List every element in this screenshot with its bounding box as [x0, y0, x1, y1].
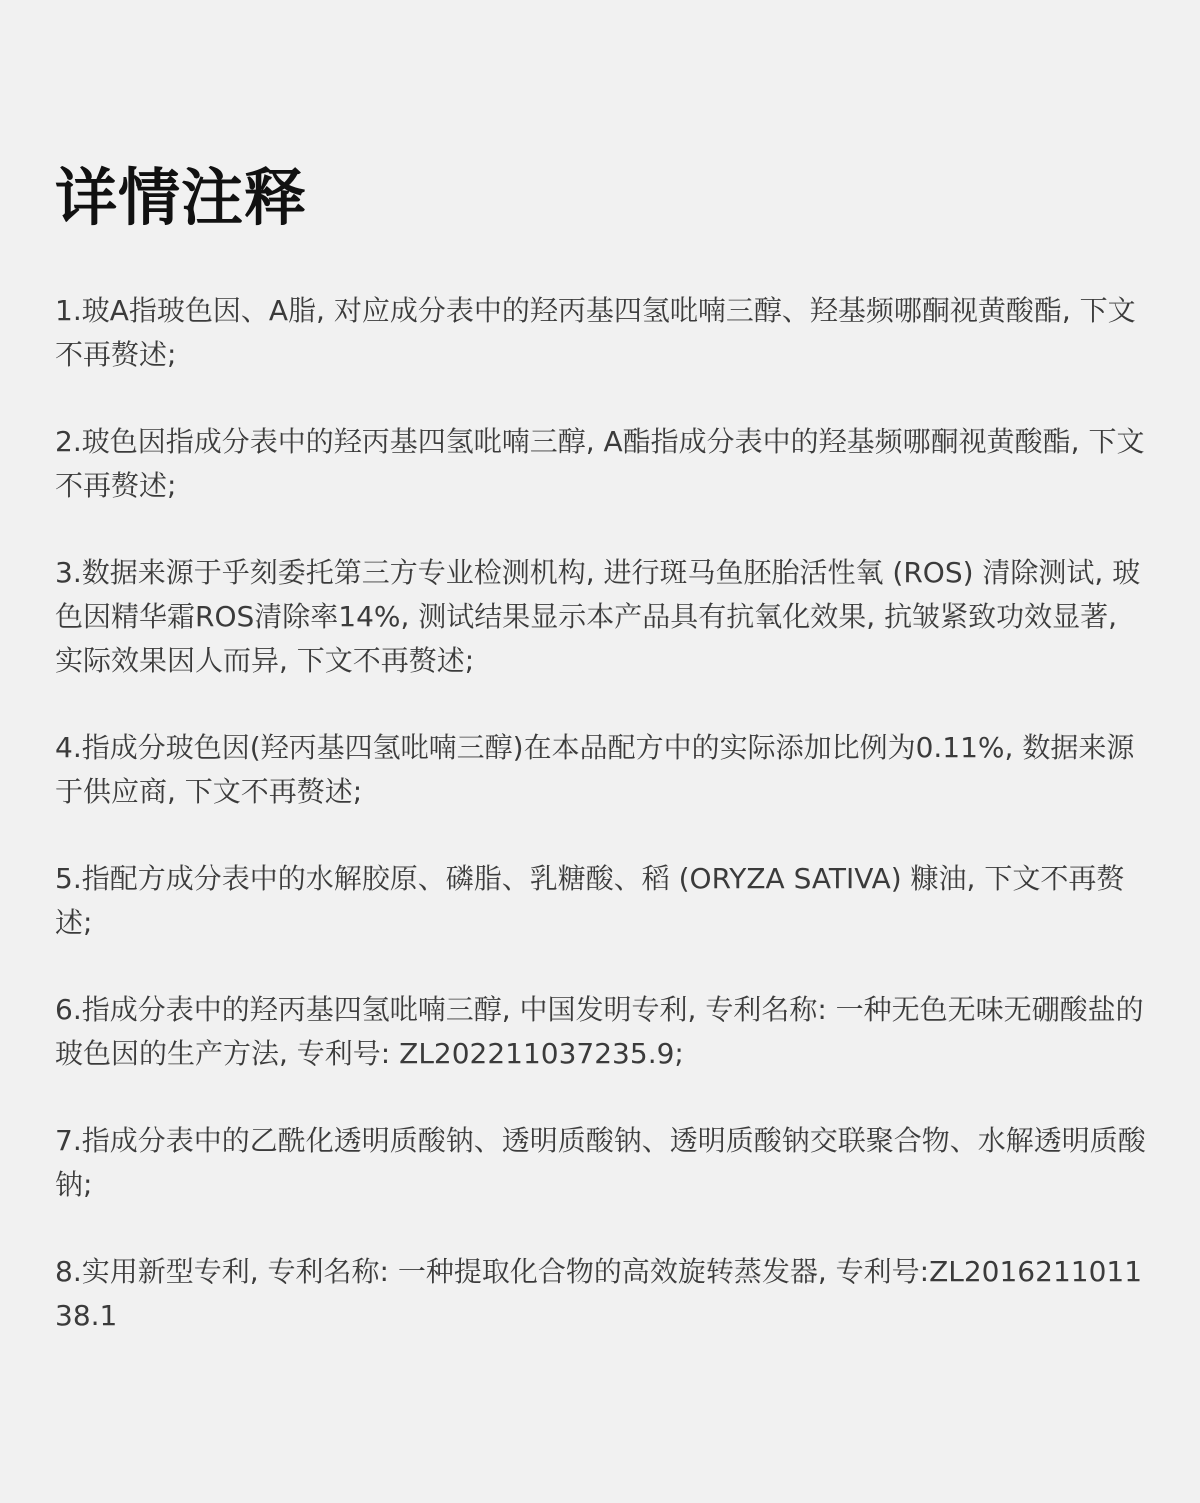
note-item-6: 6.指成分表中的羟丙基四氢吡喃三醇, 中国发明专利, 专利名称: 一种无色无味无硼酸盐的玻色因的生产方法, 专利号: ZL202211037235.9;	[55, 993, 1144, 1071]
note-item-7: 7.指成分表中的乙酰化透明质酸钠、透明质酸钠、透明质酸钠交联聚合物、水解透明质酸钠;	[55, 1124, 1146, 1202]
note-item-3: 3.数据来源于乎刻委托第三方专业检测机构, 进行斑马鱼胚胎活性氧 (ROS) 清除测试, 玻色因精华霜ROS清除率14%, 测试结果显示本产品具有抗氧化效果, 抗皱紧致功效显著, 实际效果因人而异, 下文不再赘述;	[55, 556, 1141, 678]
page-title: 详情注释	[55, 161, 308, 234]
note-item-8: 8.实用新型专利, 专利名称: 一种提取化合物的高效旋转蒸发器, 专利号:ZL201621101138.1	[55, 1255, 1143, 1333]
notes-list	[55, 289, 1152, 1338]
note-item-5: 5.指配方成分表中的水解胶原、磷脂、乳糖酸、稻 (ORYZA SATIVA) 糠油, 下文不再赘述;	[55, 862, 1125, 940]
note-item-4: 4.指成分玻色因(羟丙基四氢吡喃三醇)在本品配方中的实际添加比例为0.11%, 数据来源于供应商, 下文不再赘述;	[55, 731, 1135, 809]
note-item-1: 1.玻A指玻色因、A脂, 对应成分表中的羟丙基四氢吡喃三醇、羟基频哪酮视黄酸酯, 下文不再赘述;	[55, 294, 1136, 372]
note-item-2: 2.玻色因指成分表中的羟丙基四氢吡喃三醇, A酯指成分表中的羟基频哪酮视黄酸酯, 下文不再赘述;	[55, 425, 1145, 503]
